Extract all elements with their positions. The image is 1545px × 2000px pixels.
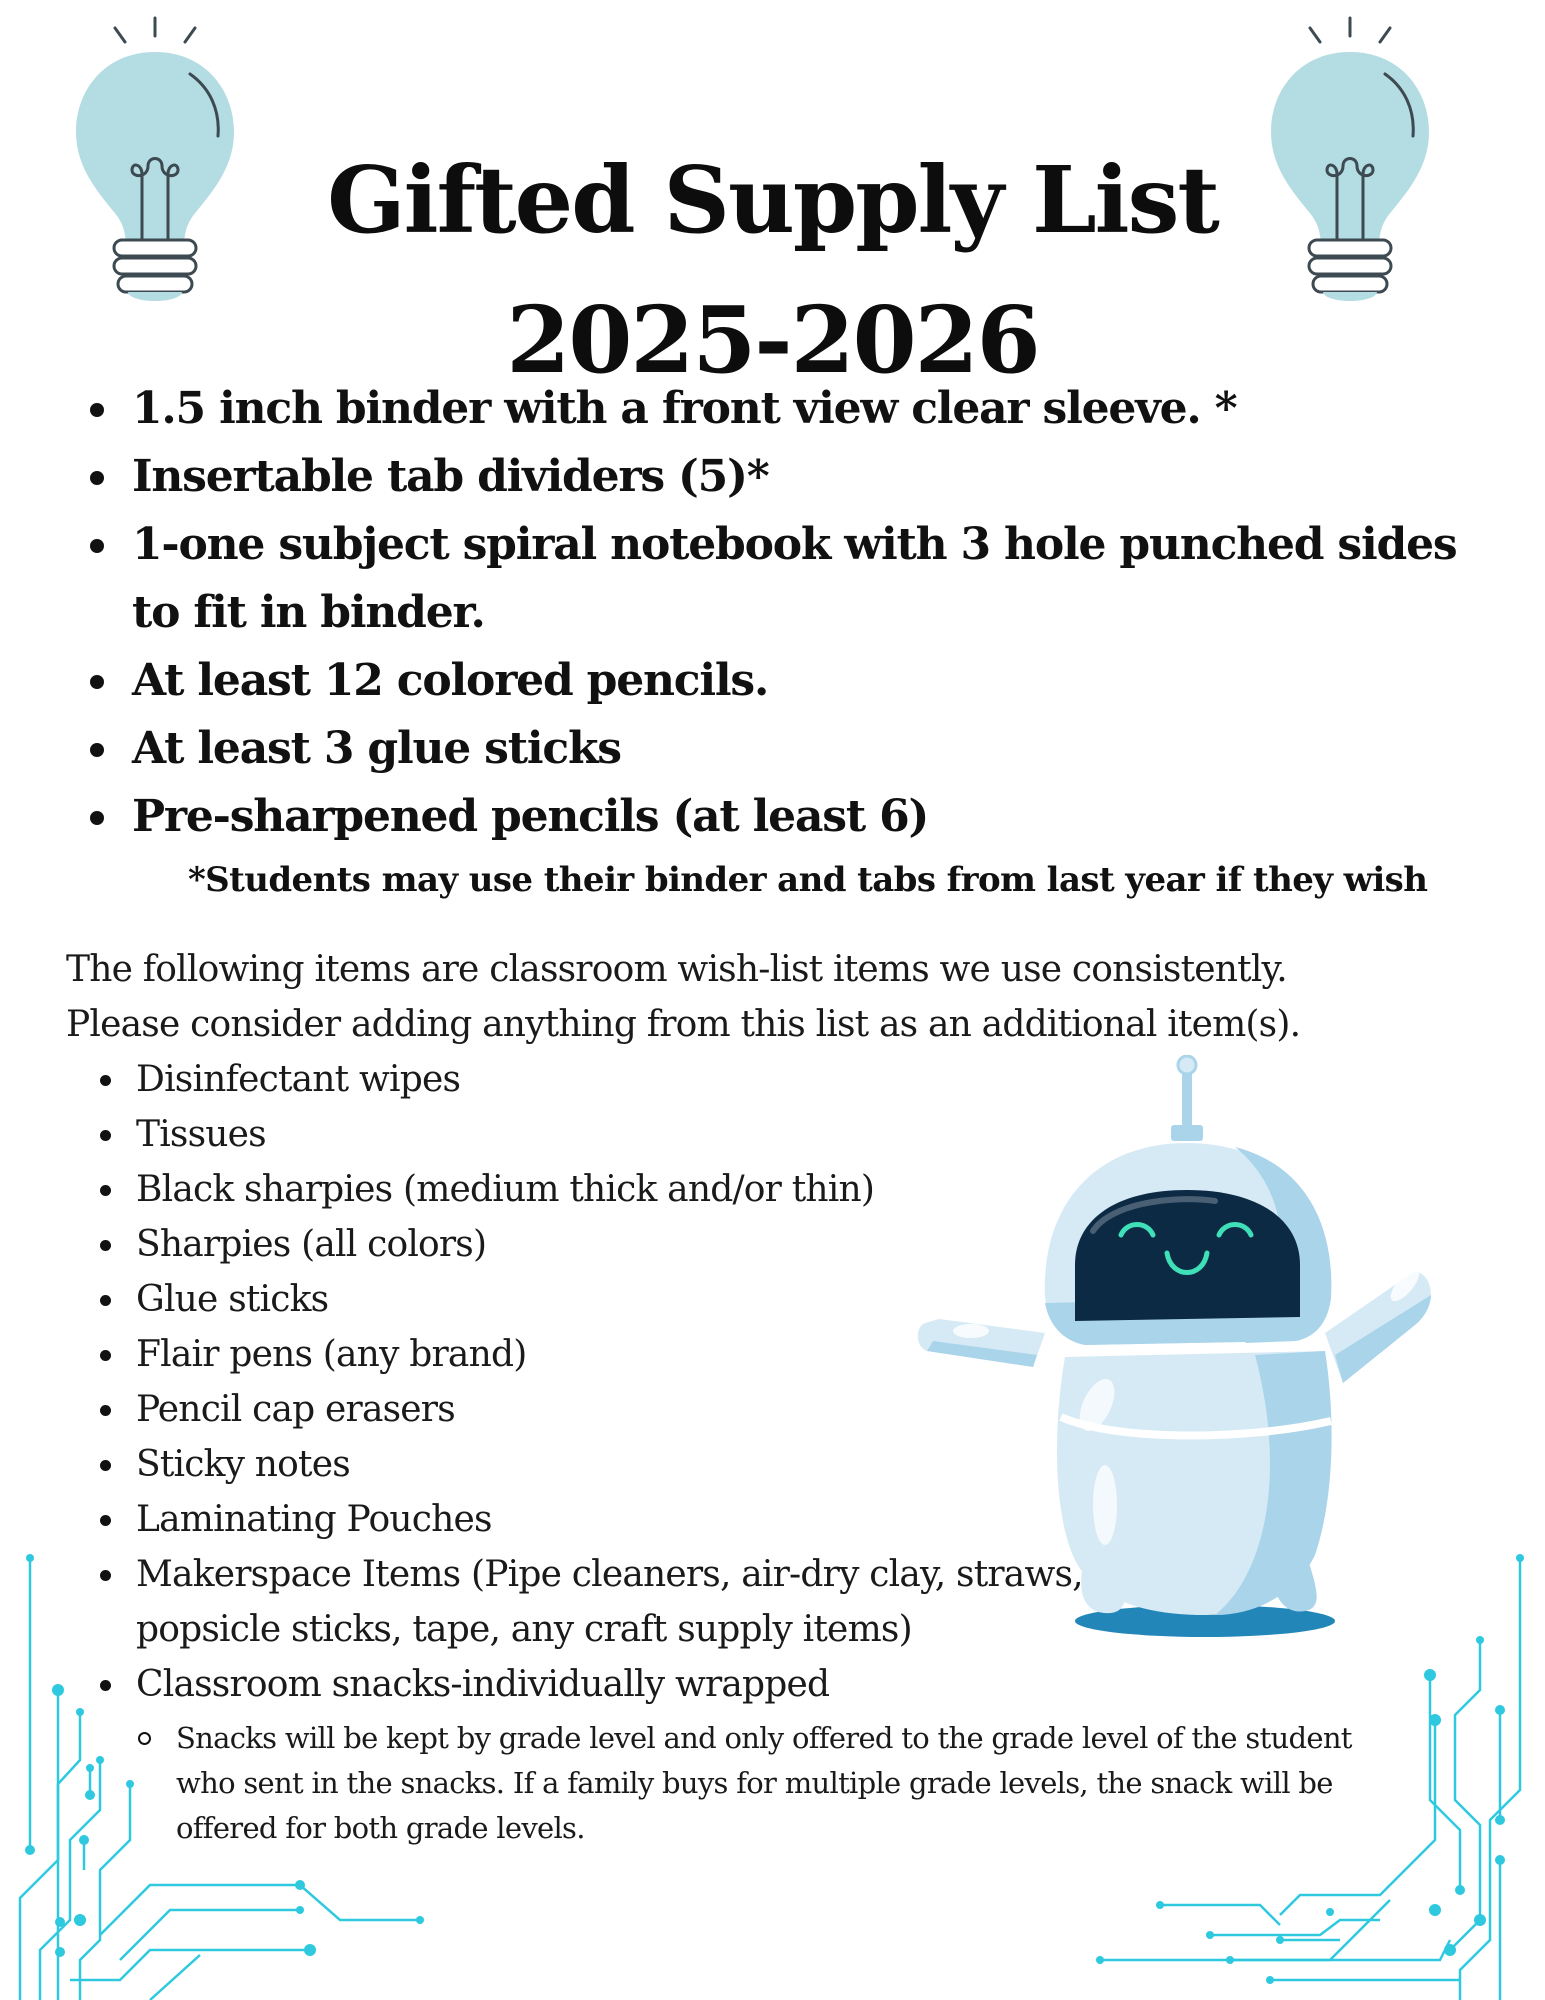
wish-list-item: Black sharpies (medium thick and/or thin) xyxy=(96,1162,1096,1217)
intro-line: Please consider adding anything from this list as an additional item(s). xyxy=(66,1004,1301,1045)
required-item: At least 12 colored pencils. xyxy=(80,647,1500,715)
intro-line: The following items are classroom wish-list items we use consistently. xyxy=(66,949,1287,990)
required-item: 1-one subject spiral notebook with 3 hole punched sides to fit in binder. xyxy=(80,511,1500,647)
wish-list-item: Glue sticks xyxy=(96,1272,1096,1327)
wish-list-item: Sticky notes xyxy=(96,1437,1096,1492)
required-item: 1.5 inch binder with a front view clear sleeve. * xyxy=(80,375,1500,443)
wish-list-item: Makerspace Items (Pipe cleaners, air-dry clay, straws, popsicle sticks, tape, any craft supply items) xyxy=(96,1547,1096,1657)
required-supply-list xyxy=(80,375,1500,851)
page-subtitle-year: 2025-2026 xyxy=(506,285,1039,394)
wish-list-item: Flair pens (any brand) xyxy=(96,1327,1096,1382)
wish-list-item: Disinfectant wipes xyxy=(96,1052,1096,1107)
binder-footnote: *Students may use their binder and tabs from last year if they wish xyxy=(188,860,1428,900)
required-item: At least 3 glue sticks xyxy=(80,715,1500,783)
wish-list-item: Laminating Pouches xyxy=(96,1492,1096,1547)
page-title: Gifted Supply List xyxy=(327,145,1218,254)
wish-list-item: Sharpies (all colors) xyxy=(96,1217,1096,1272)
circuit-decoration xyxy=(0,1540,470,2000)
required-item: Pre-sharpened pencils (at least 6) xyxy=(80,783,1500,851)
required-item: Insertable tab dividers (5)* xyxy=(80,443,1500,511)
snack-note: Snacks will be kept by grade level and only offered to the grade level of the student who sent in the snacks. If a family buys for multiple grade levels, the snack will be offered for both grade levels. xyxy=(136,1716,1406,1851)
wish-list-item-label: Classroom snacks-individually wrapped xyxy=(136,1664,830,1705)
wish-list-intro xyxy=(66,942,1366,1052)
wish-list-item: Tissues xyxy=(96,1107,1096,1162)
circuit-decoration xyxy=(1080,1540,1545,2000)
wish-list-item: Pencil cap erasers xyxy=(96,1382,1096,1437)
